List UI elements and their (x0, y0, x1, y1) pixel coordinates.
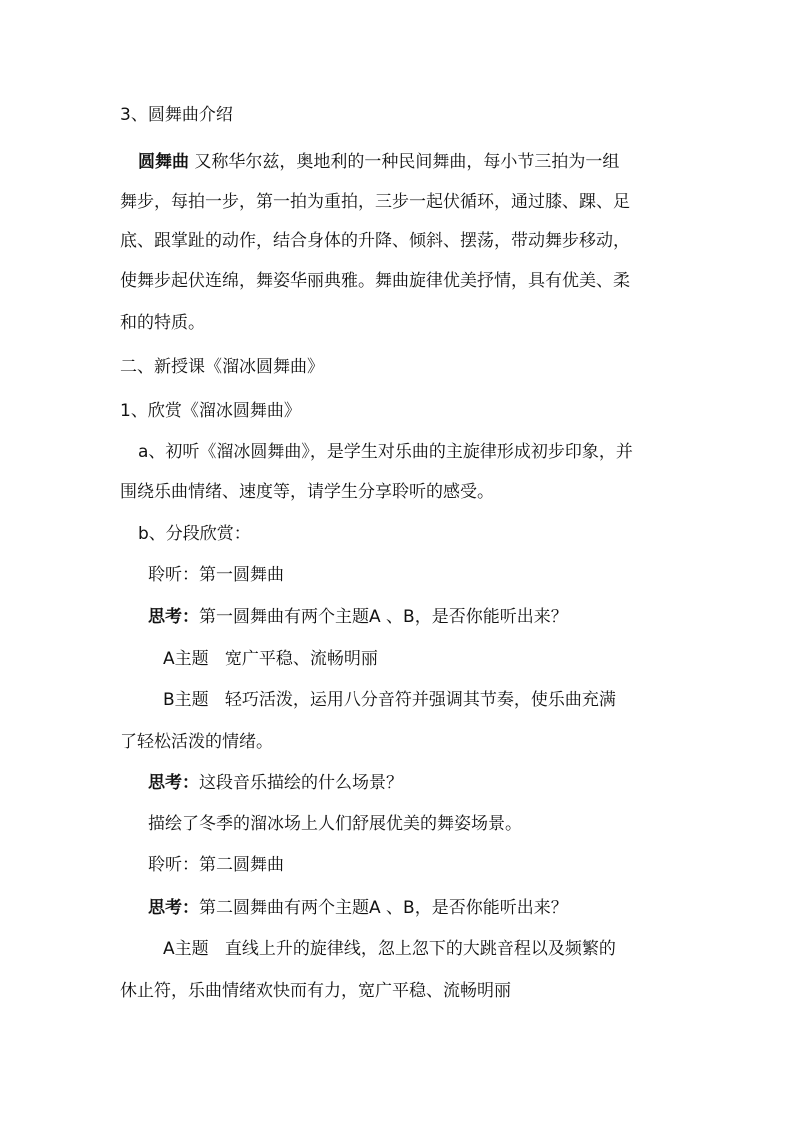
waltz2-theme-a-line-2: 休止符，乐曲情绪欢快而有力，宽广平稳、流畅明丽 (120, 981, 511, 1001)
item-b: b、分段欣赏： (138, 524, 251, 544)
waltz1-answer: 描绘了冬季的溜冰场上人们舒展优美的舞姿场景。 (148, 814, 522, 834)
waltz1-think-2: 思考：这段音乐描绘的什么场景？ (148, 773, 403, 793)
item-a-line-2: 围绕乐曲情绪、速度等，请学生分享聆听的感受。 (120, 482, 494, 502)
think-label: 思考： (148, 898, 199, 918)
section-heading-new-lesson: 二、新授课《溜冰圆舞曲》 (120, 357, 324, 377)
item-a-line-1: a、初听《溜冰圆舞曲》，是学生对乐曲的主旋律形成初步印象，并 (138, 442, 633, 462)
think-label: 思考： (148, 773, 199, 793)
subheading-appreciation: 1、欣赏《溜冰圆舞曲》 (120, 401, 301, 421)
waltz2-theme-a-line-1: A主题 直线上升的旋律线，忽上忽下的大跳音程以及频繁的 (163, 939, 616, 959)
waltz2-think: 思考：第二圆舞曲有两个主题A 、B，是否你能听出来？ (148, 898, 568, 918)
waltz2-listen: 聆听：第二圆舞曲 (148, 855, 284, 875)
think-label: 思考： (148, 607, 199, 627)
intro-line-5: 和的特质。 (120, 313, 205, 333)
waltz1-theme-a: A主题 宽广平稳、流畅明丽 (163, 649, 378, 669)
intro-lead-term: 圆舞曲 (138, 152, 189, 172)
intro-line-2: 舞步，每拍一步，第一拍为重拍，三步一起伏循环，通过膝、踝、足 (120, 192, 630, 212)
intro-line-1: 圆舞曲 又称华尔兹，奥地利的一种民间舞曲，每小节三拍为一组 (138, 152, 620, 172)
waltz1-theme-b-line-2: 了轻松活泼的情绪。 (120, 732, 273, 752)
section-heading-waltz-intro: 3、圆舞曲介绍 (120, 105, 233, 125)
waltz1-listen: 聆听：第一圆舞曲 (148, 565, 284, 585)
waltz1-think: 思考：第一圆舞曲有两个主题A 、B，是否你能听出来？ (148, 607, 568, 627)
intro-line-4: 使舞步起伏连绵，舞姿华丽典雅。舞曲旋律优美抒情，具有优美、柔 (120, 271, 630, 291)
intro-line-3: 底、跟掌趾的动作，结合身体的升降、倾斜、摆荡，带动舞步移动， (120, 231, 630, 251)
waltz1-theme-b-line-1: B主题 轻巧活泼，运用八分音符并强调其节奏，使乐曲充满 (163, 690, 616, 710)
